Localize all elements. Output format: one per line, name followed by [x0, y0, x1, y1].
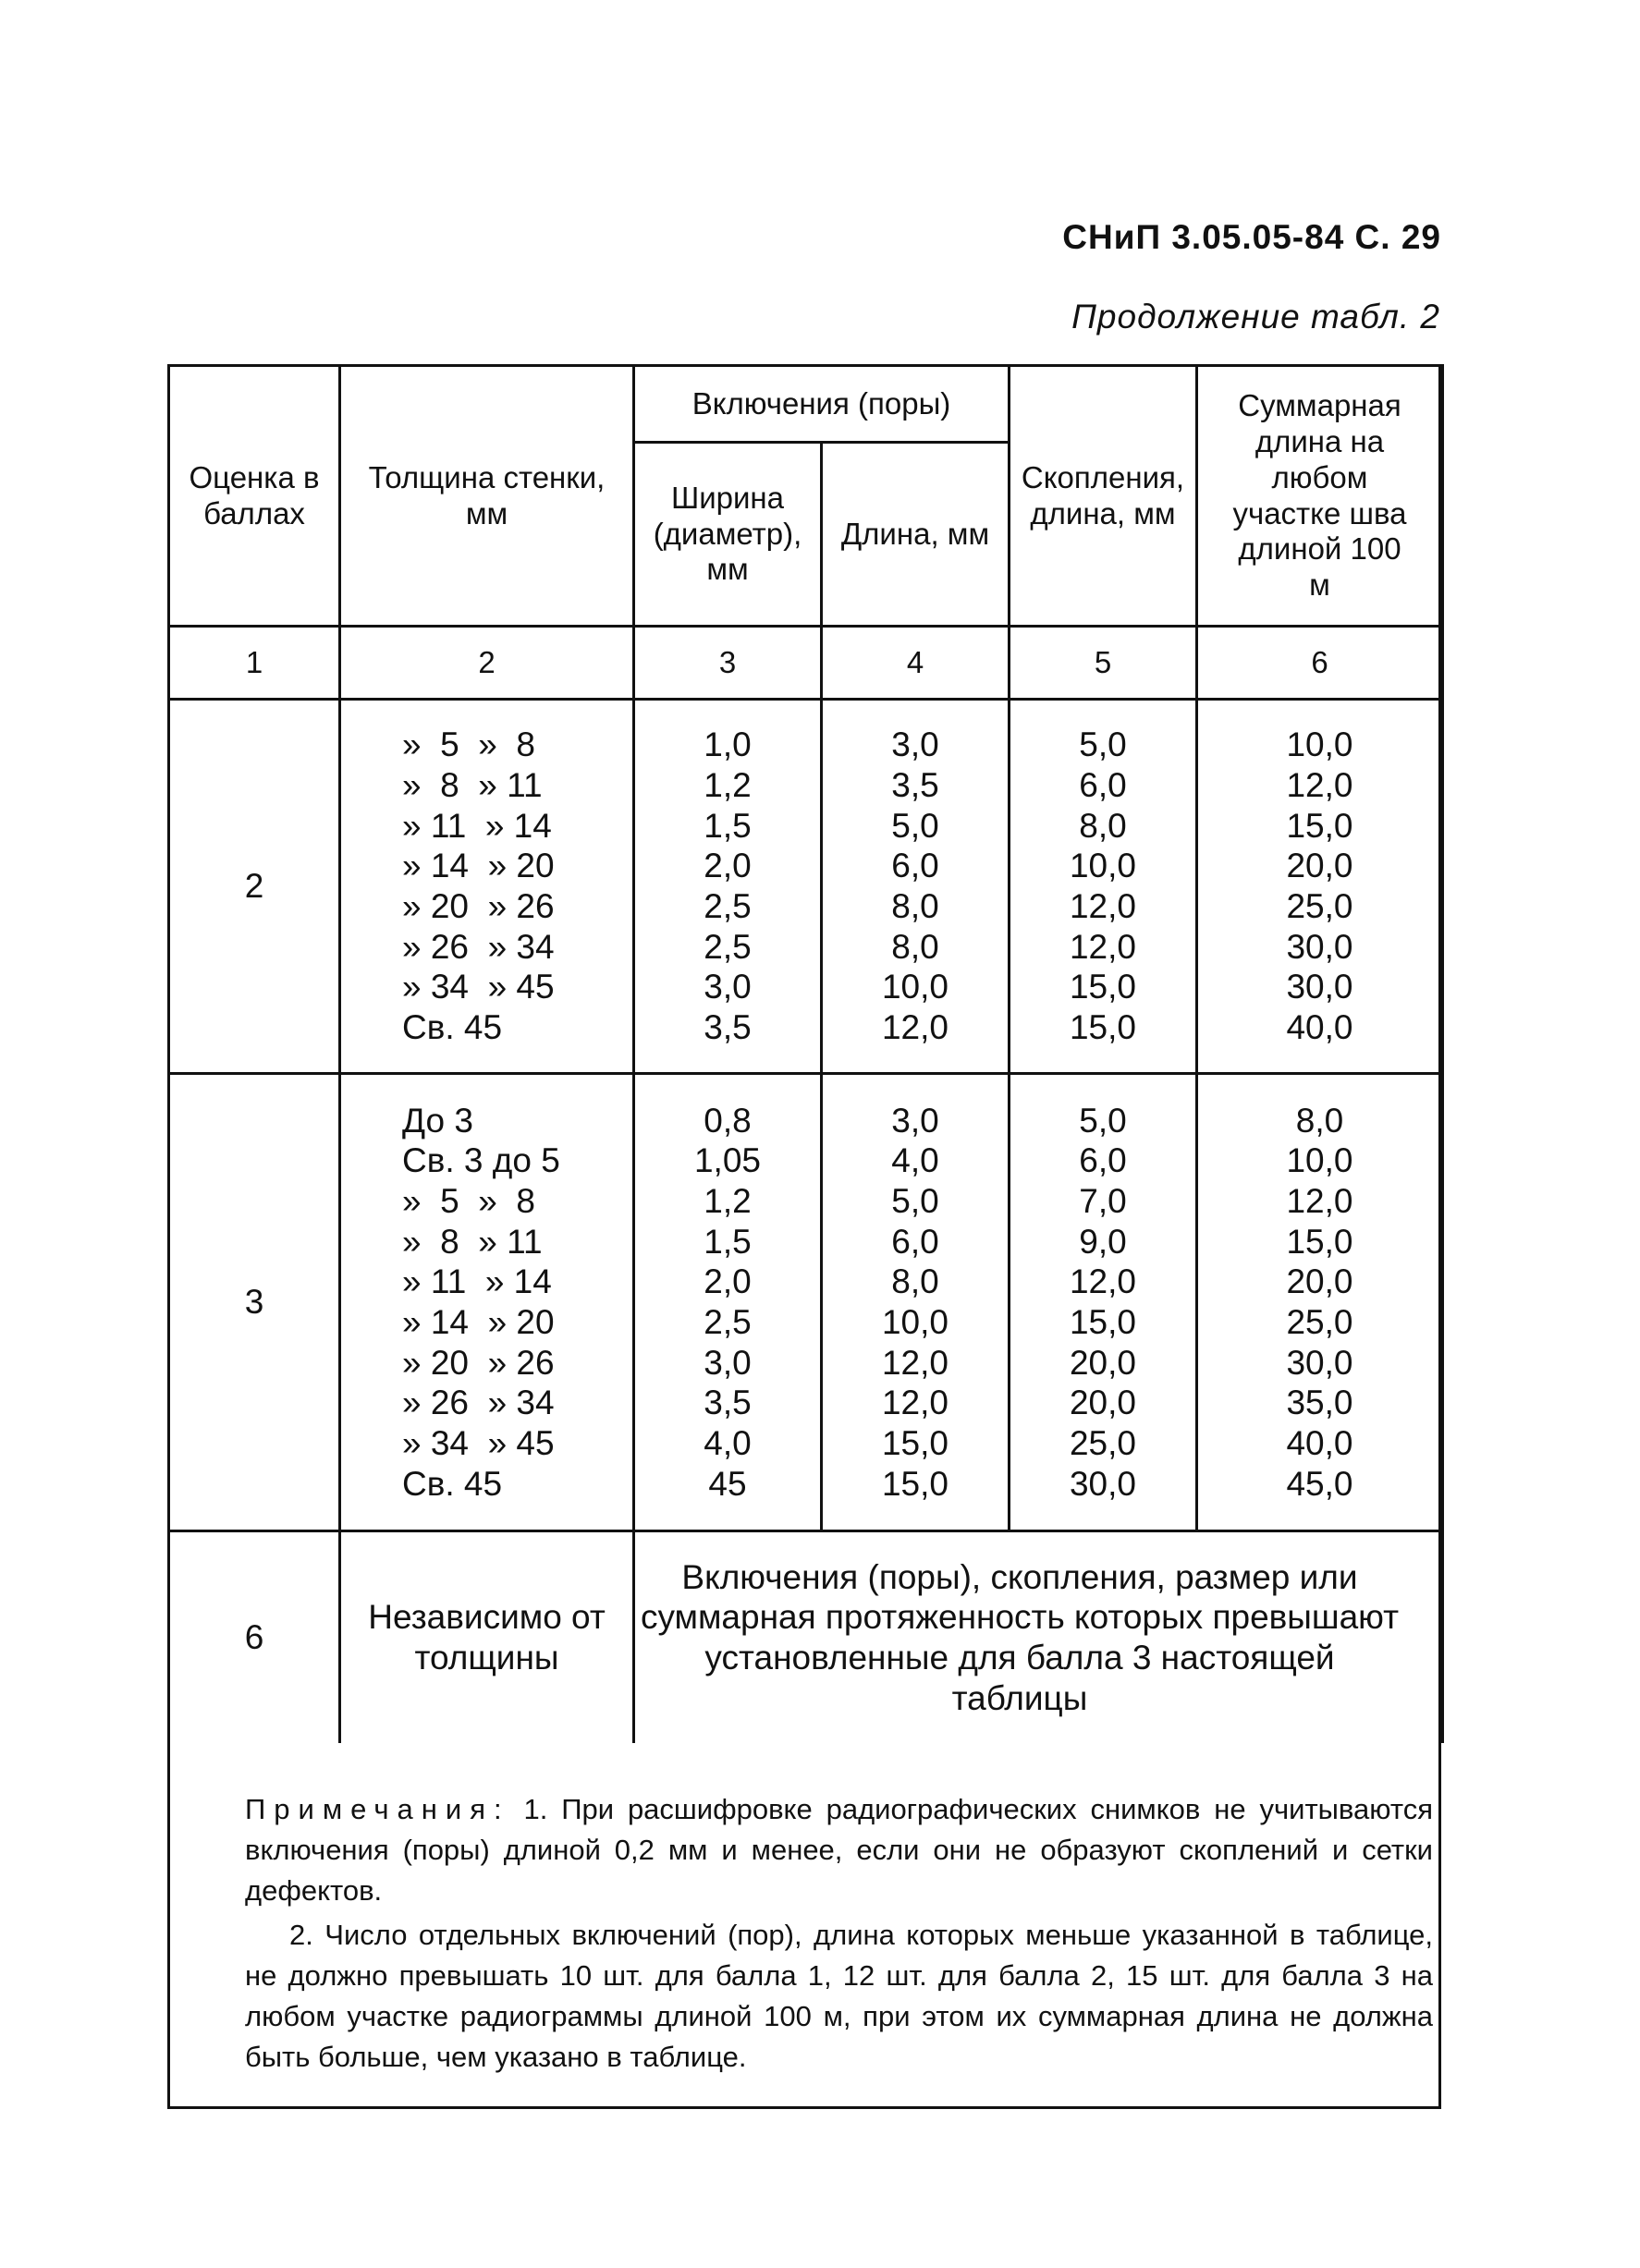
- value-line: 10,0: [1286, 726, 1353, 764]
- value-line: 2,5: [704, 887, 752, 925]
- total-length-cell: [1197, 700, 1443, 1074]
- value-line: До 3: [402, 1101, 473, 1140]
- column-number: 4: [822, 627, 1010, 700]
- thickness-cell: [340, 1074, 634, 1531]
- defect-table: [167, 364, 1444, 1743]
- value-line: 1,2: [704, 1182, 752, 1221]
- value-line: 6,0: [1079, 766, 1127, 805]
- value-line: 12,0: [881, 1343, 949, 1382]
- table-continuation-label: Продолжение табл. 2: [1071, 298, 1440, 335]
- value-line: 15,0: [1069, 1303, 1136, 1341]
- value-line: 12,0: [881, 1384, 949, 1422]
- value-line: 12,0: [1286, 1182, 1353, 1221]
- value-line: 25,0: [1286, 1303, 1353, 1341]
- value-line: 20,0: [1069, 1384, 1136, 1422]
- value-line: » 11 » 14: [402, 1262, 552, 1301]
- value-line: 8,0: [1079, 806, 1127, 845]
- value-line: 1,0: [704, 726, 752, 764]
- value-line: 12,0: [881, 1007, 949, 1046]
- value-line: 30,0: [1286, 968, 1353, 1006]
- value-line: 20,0: [1286, 1262, 1353, 1301]
- value-line: 10,0: [1286, 1141, 1353, 1180]
- value-line: 45,0: [1286, 1464, 1353, 1503]
- column-number: 2: [340, 627, 634, 700]
- grade-2-row: [169, 700, 1443, 1074]
- header-total-length: Суммарная длина на любом участке шва длиной 100 м: [1197, 366, 1443, 627]
- value-line: 8,0: [891, 1262, 939, 1301]
- value-line: 1,05: [693, 1141, 761, 1180]
- grade-cell: 3: [169, 1074, 340, 1531]
- value-line: 10,0: [881, 1303, 949, 1341]
- value-line: 12,0: [1069, 927, 1136, 966]
- description-cell: Включения (поры), скопления, размер или суммарная протяженность которых превышают установленные для балла 3 настоящей таблицы: [634, 1531, 1443, 1744]
- clusters-cell: [1010, 1074, 1197, 1531]
- column-number: 3: [634, 627, 822, 700]
- value-line: 1,2: [704, 766, 752, 805]
- value-line: » 34 » 45: [402, 1423, 555, 1462]
- thickness-cell: [340, 700, 634, 1074]
- value-line: 12,0: [1069, 1262, 1136, 1301]
- value-line: 15,0: [881, 1423, 949, 1462]
- note-2: 2. Число отдельных включений (пор), длина которых меньше указанной в таблице, не должно превышать 10 шт. для балла 1, 12 шт. для балла 2, 15 шт. для балла 3 на любом участке радиограммы длиной 100 м, при этом их суммарная длина не должна быть больше, чем указано в таблице.: [245, 1919, 1433, 2073]
- notes: [245, 1789, 1433, 2078]
- value-line: 12,0: [1069, 887, 1136, 925]
- note-1: [245, 1789, 1433, 1911]
- value-line: 5,0: [1079, 1101, 1127, 1140]
- value-line: » 8 » 11: [402, 1222, 543, 1261]
- value-line: 3,5: [704, 1384, 752, 1422]
- width-cell: [634, 700, 822, 1074]
- header-grade: Оценка в баллах: [169, 366, 340, 627]
- value-line: 8,0: [891, 887, 939, 925]
- value-line: 2,5: [704, 927, 752, 966]
- value-line: 8,0: [1295, 1101, 1344, 1140]
- value-line: 4,0: [704, 1423, 752, 1462]
- value-line: 30,0: [1069, 1464, 1136, 1503]
- value-line: 5,0: [891, 806, 939, 845]
- value-line: 7,0: [1079, 1182, 1127, 1221]
- value-line: 20,0: [1069, 1343, 1136, 1382]
- value-line: 8,0: [891, 927, 939, 966]
- note-1-text: 1. При расшифровке радиографических снимков не учитываются включения (поры) длиной 0,2 мм и менее, если они не образуют скоплений и сетки дефектов.: [245, 1793, 1433, 1907]
- value-line: 15,0: [1286, 806, 1353, 845]
- length-cell: [822, 700, 1010, 1074]
- grade-6-row: [169, 1531, 1443, 1744]
- value-line: 9,0: [1079, 1222, 1127, 1261]
- value-line: 2,0: [704, 1262, 752, 1301]
- header-length: Длина, мм: [822, 443, 1010, 627]
- value-line: 3,0: [891, 726, 939, 764]
- header-thickness: Толщина стенки, мм: [340, 366, 634, 627]
- value-line: 12,0: [1286, 766, 1353, 805]
- value-line: » 5 » 8: [402, 1182, 535, 1221]
- value-line: 6,0: [891, 1222, 939, 1261]
- column-number: 6: [1197, 627, 1443, 700]
- value-line: 40,0: [1286, 1007, 1353, 1046]
- value-line: 2,5: [704, 1303, 752, 1341]
- value-line: Св. 45: [402, 1007, 503, 1046]
- thickness-cell: Независимо от толщины: [340, 1531, 634, 1744]
- column-number: 1: [169, 627, 340, 700]
- value-line: » 26 » 34: [402, 927, 555, 966]
- value-line: Св. 45: [402, 1464, 503, 1503]
- value-line: » 8 » 11: [402, 766, 543, 805]
- value-line: 15,0: [1069, 968, 1136, 1006]
- value-line: » 14 » 20: [402, 847, 555, 885]
- grade-cell: 2: [169, 700, 340, 1074]
- header-inclusions: Включения (поры): [634, 366, 1010, 443]
- value-line: 15,0: [1286, 1222, 1353, 1261]
- value-line: 10,0: [1069, 847, 1136, 885]
- value-line: » 34 » 45: [402, 968, 555, 1006]
- value-line: 1,5: [704, 806, 752, 845]
- value-line: 5,0: [1079, 726, 1127, 764]
- value-line: 3,0: [891, 1101, 939, 1140]
- value-line: Св. 3 до 5: [402, 1141, 560, 1180]
- length-cell: [822, 1074, 1010, 1531]
- clusters-cell: [1010, 700, 1197, 1074]
- value-line: » 26 » 34: [402, 1384, 555, 1422]
- value-line: » 20 » 26: [402, 887, 555, 925]
- value-line: 5,0: [891, 1182, 939, 1221]
- value-line: 15,0: [1069, 1007, 1136, 1046]
- value-line: 2,0: [704, 847, 752, 885]
- value-line: 6,0: [1079, 1141, 1127, 1180]
- header-width: Ширина (диаметр), мм: [634, 443, 822, 627]
- document-code: СНиП 3.05.05-84 С. 29: [1062, 218, 1441, 256]
- total-length-cell: [1197, 1074, 1443, 1531]
- value-line: 45: [708, 1464, 747, 1503]
- value-line: 3,0: [704, 968, 752, 1006]
- column-number: 5: [1010, 627, 1197, 700]
- value-line: 3,0: [704, 1343, 752, 1382]
- notes-label: Примечания:: [245, 1793, 510, 1825]
- width-cell: [634, 1074, 822, 1531]
- value-line: 25,0: [1286, 887, 1353, 925]
- value-line: » 5 » 8: [402, 726, 535, 764]
- grade-3-row: [169, 1074, 1443, 1531]
- value-line: 0,8: [704, 1101, 752, 1140]
- value-line: 4,0: [891, 1141, 939, 1180]
- value-line: 6,0: [891, 847, 939, 885]
- value-line: » 20 » 26: [402, 1343, 555, 1382]
- value-line: 15,0: [881, 1464, 949, 1503]
- grade-cell: 6: [169, 1531, 340, 1744]
- value-line: 3,5: [891, 766, 939, 805]
- value-line: » 14 » 20: [402, 1303, 555, 1341]
- value-line: 30,0: [1286, 927, 1353, 966]
- value-line: 1,5: [704, 1222, 752, 1261]
- value-line: 25,0: [1069, 1423, 1136, 1462]
- value-line: » 11 » 14: [402, 806, 552, 845]
- value-line: 40,0: [1286, 1423, 1353, 1462]
- value-line: 35,0: [1286, 1384, 1353, 1422]
- value-line: 30,0: [1286, 1343, 1353, 1382]
- value-line: 3,5: [704, 1007, 752, 1046]
- value-line: 20,0: [1286, 847, 1353, 885]
- value-line: 10,0: [881, 968, 949, 1006]
- header-clusters: Скопления, длина, мм: [1010, 366, 1197, 627]
